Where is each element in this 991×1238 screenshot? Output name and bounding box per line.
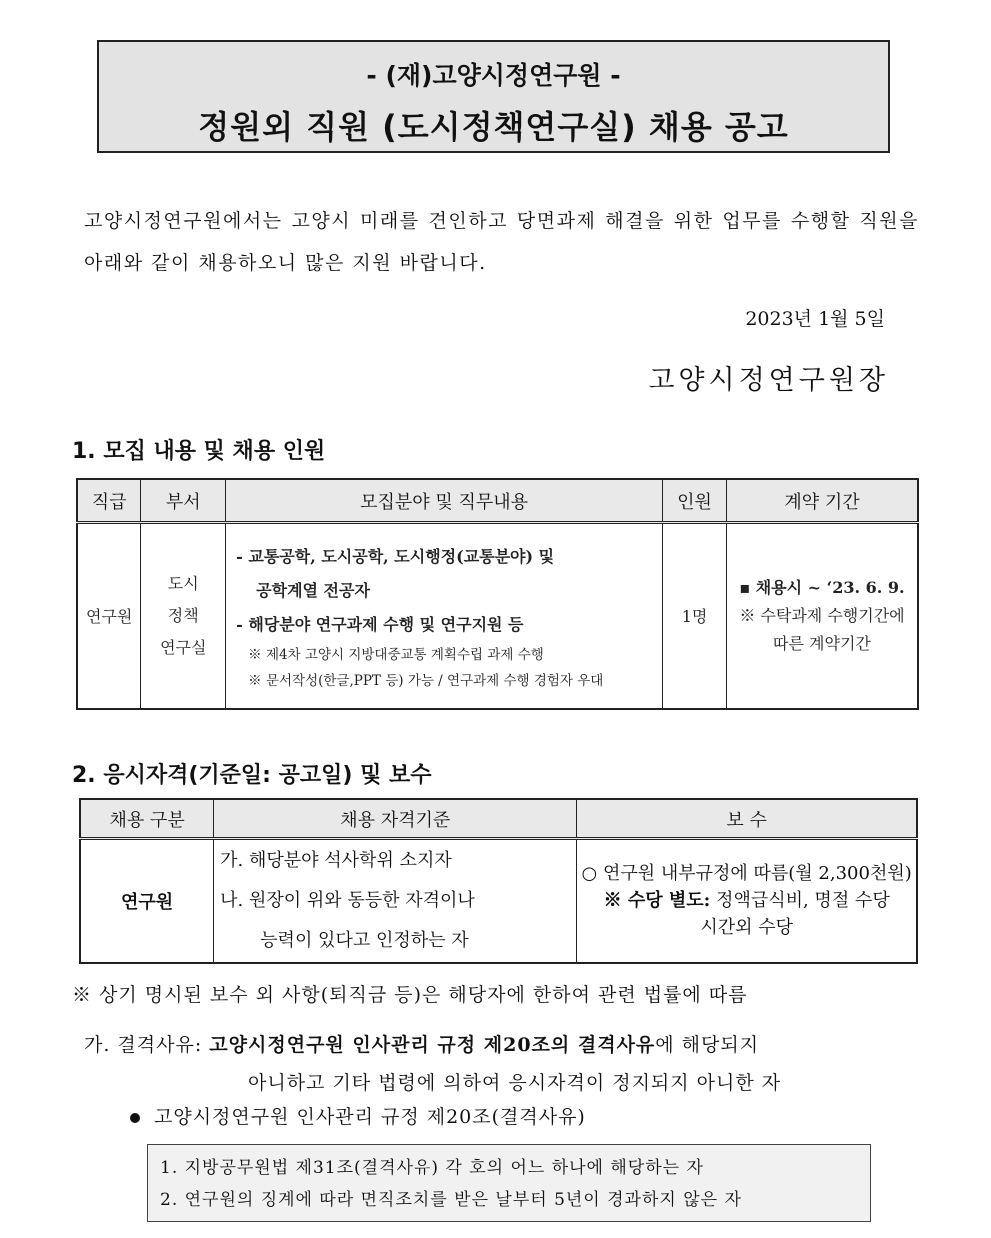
disqualification-box [147,1144,871,1222]
list-item: 1. 지방공무원법 제31조(결격사유) 각 호의 어느 하나에 해당하는 자 [160,1158,704,1178]
col-type: 채용 구분 [80,799,214,839]
col-qualification: 채용 자격기준 [214,799,577,839]
table-header-row [77,479,918,523]
allowance-items: 정액급식비, 명절 수당 [710,890,890,912]
org-subtitle: - (재)고양시정연구원 - [366,61,621,90]
type-cell: 연구원 [80,839,214,963]
contract-note: 따른 계약기간 [773,633,871,653]
duty-line: - 해당분야 연구과제 수행 및 연구지원 등 [236,614,524,634]
dept-line: 도시 [167,573,199,593]
table-row [80,839,917,963]
col-rank: 직급 [77,479,141,523]
allowance-label: ※ 수당 별도: [603,890,711,912]
disqualification-lead: 가. 결격사유: [84,1034,210,1056]
contract-cell [726,523,918,709]
col-pay: 보 수 [577,799,917,839]
pay-line [577,887,916,914]
duty-note: ※ 문서작성(한글,PPT 등) 가능 / 연구과제 수행 경험자 우대 [248,672,604,689]
col-duties: 모집분야 및 직무내용 [226,479,663,523]
disqualification-tail: 에 해당되지 [655,1034,760,1056]
qualification-table [79,798,918,964]
qualification-line: 나. 원장이 위와 동등한 자격이나 [220,889,475,911]
section1-heading: 1. 모집 내용 및 채용 인원 [72,439,326,464]
duty-line: 공학계열 전공자 [256,580,370,600]
dept-line: 정책 [167,605,199,625]
dept-line: 연구실 [160,637,207,657]
qualification-line: 능력이 있다고 인정하는 자 [260,929,469,951]
bullet-icon [130,1113,140,1123]
disqualification-rule: 고양시정연구원 인사관리 규정 제20조의 결격사유 [209,1034,656,1056]
pay-cell [577,839,917,963]
qualification-line: 가. 해당분야 석사학위 소지자 [220,849,452,871]
qualification-cell [214,839,577,963]
contract-note: ※ 수탁과제 수행기간에 [739,605,905,625]
rule-bullet [130,1102,586,1129]
contract-period: ▪ 채용시 ~ ‘23. 6. 9. [739,577,905,597]
disqualification-line [84,1026,781,1064]
col-dept: 부서 [141,479,226,523]
duty-note: ※ 제4차 고양시 지방대중교통 계획수립 과제 수행 [248,646,544,663]
section2-heading: 2. 응시자격(기준일: 공고일) 및 보수 [72,763,432,788]
table-row [77,523,918,709]
disqualification-block [84,1026,781,1102]
dept-cell [141,523,226,709]
duty-line: - 교통공학, 도시공학, 도시행정(교통분야) 및 [236,546,555,566]
col-contract: 계약 기간 [726,479,918,523]
rank-cell: 연구원 [77,523,141,709]
intro-paragraph: 고양시정연구원에서는 고양시 미래를 견인하고 당면과제 해결을 위한 업무를 수행할 직원을 아래와 같이 채용하오니 많은 지원 바랍니다. [84,210,919,274]
list-item: 2. 연구원의 징계에 따라 면직조치를 받은 날부터 5년이 경과하지 않은 자 [160,1190,742,1210]
table-header-row [80,799,917,839]
pay-note: ※ 상기 명시된 보수 외 사항(퇴직금 등)은 해당자에 한하여 관련 법률에 따름 [72,984,748,1006]
pay-line: 시간외 수당 [700,917,793,939]
title-box [97,40,890,153]
signer: 고양시정연구원장 [648,365,889,396]
recruitment-table [76,478,919,710]
rule-title: 고양시정연구원 인사관리 규정 제20조(결격사유) [154,1106,586,1128]
count-cell: 1명 [663,523,727,709]
notice-date: 2023년 1월 5일 [745,308,885,330]
col-count: 인원 [663,479,727,523]
duties-cell [226,523,663,709]
disqualification-line: 아니하고 기타 법령에 의하여 응시자격이 정지되지 아니한 자 [248,1072,782,1094]
page-title: 정원외 직원 (도시정책연구실) 채용 공고 [198,108,789,146]
pay-line: ○ 연구원 내부규정에 따름(월 2,300천원) [581,863,912,885]
